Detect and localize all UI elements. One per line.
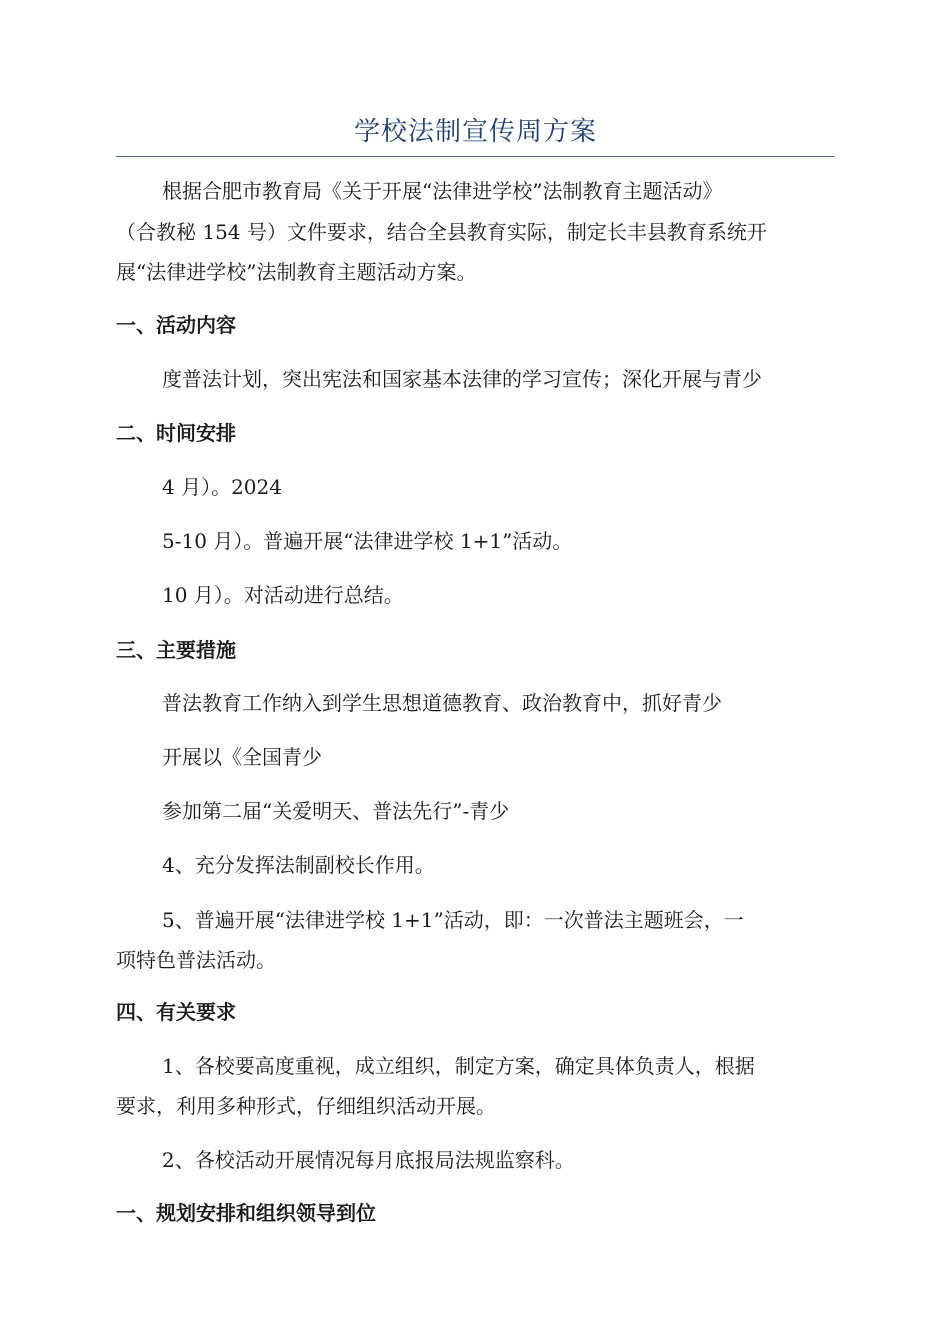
measure-item-4: 4、充分发挥法制副校长作用。 bbox=[162, 853, 435, 877]
section-heading-planning: 一、规划安排和组织领导到位 bbox=[116, 1201, 376, 1225]
measure-item-2: 开展以《全国青少 bbox=[162, 745, 322, 769]
section-heading-activity-content: 一、活动内容 bbox=[116, 313, 236, 337]
intro-line-2: （合教秘 154 号）文件要求，结合全县教育实际，制定长丰县教育系统开 bbox=[116, 220, 767, 244]
schedule-item-2: 5-10 月）。普遍开展“法律进学校 1+1”活动。 bbox=[162, 529, 573, 553]
intro-line-3: 展“法律进学校”法制教育主题活动方案。 bbox=[116, 260, 477, 284]
measure-item-5-line-2: 项特色普法活动。 bbox=[116, 948, 276, 972]
requirement-item-1-line-2: 要求，利用多种形式，仔细组织活动开展。 bbox=[116, 1094, 496, 1118]
schedule-item-1: 4 月）。2024 bbox=[162, 475, 282, 499]
intro-line-1: 根据合肥市教育局《关于开展“法律进学校”法制教育主题活动》 bbox=[162, 179, 723, 203]
measure-item-3: 参加第二届“关爱明天、普法先行”-青少 bbox=[162, 799, 510, 823]
requirement-item-2: 2、各校活动开展情况每月底报局法规监察科。 bbox=[162, 1148, 575, 1172]
measure-item-1: 普法教育工作纳入到学生思想道德教育、政治教育中，抓好青少 bbox=[162, 691, 722, 715]
schedule-item-3: 10 月）。对活动进行总结。 bbox=[162, 583, 404, 607]
title-block bbox=[116, 108, 835, 157]
section-1-paragraph: 度普法计划，突出宪法和国家基本法律的学习宣传；深化开展与青少 bbox=[162, 367, 762, 391]
measure-item-5-line-1: 5、普遍开展“法律进学校 1+1”活动，即：一次普法主题班会，一 bbox=[162, 908, 744, 932]
section-heading-schedule: 二、时间安排 bbox=[116, 421, 236, 445]
document-title: 学校法制宣传周方案 bbox=[353, 117, 597, 147]
requirement-item-1-line-1: 1、各校要高度重视，成立组织，制定方案，确定具体负责人，根据 bbox=[162, 1054, 755, 1078]
section-heading-requirements: 四、有关要求 bbox=[116, 1000, 236, 1024]
section-heading-measures: 三、主要措施 bbox=[116, 638, 236, 662]
